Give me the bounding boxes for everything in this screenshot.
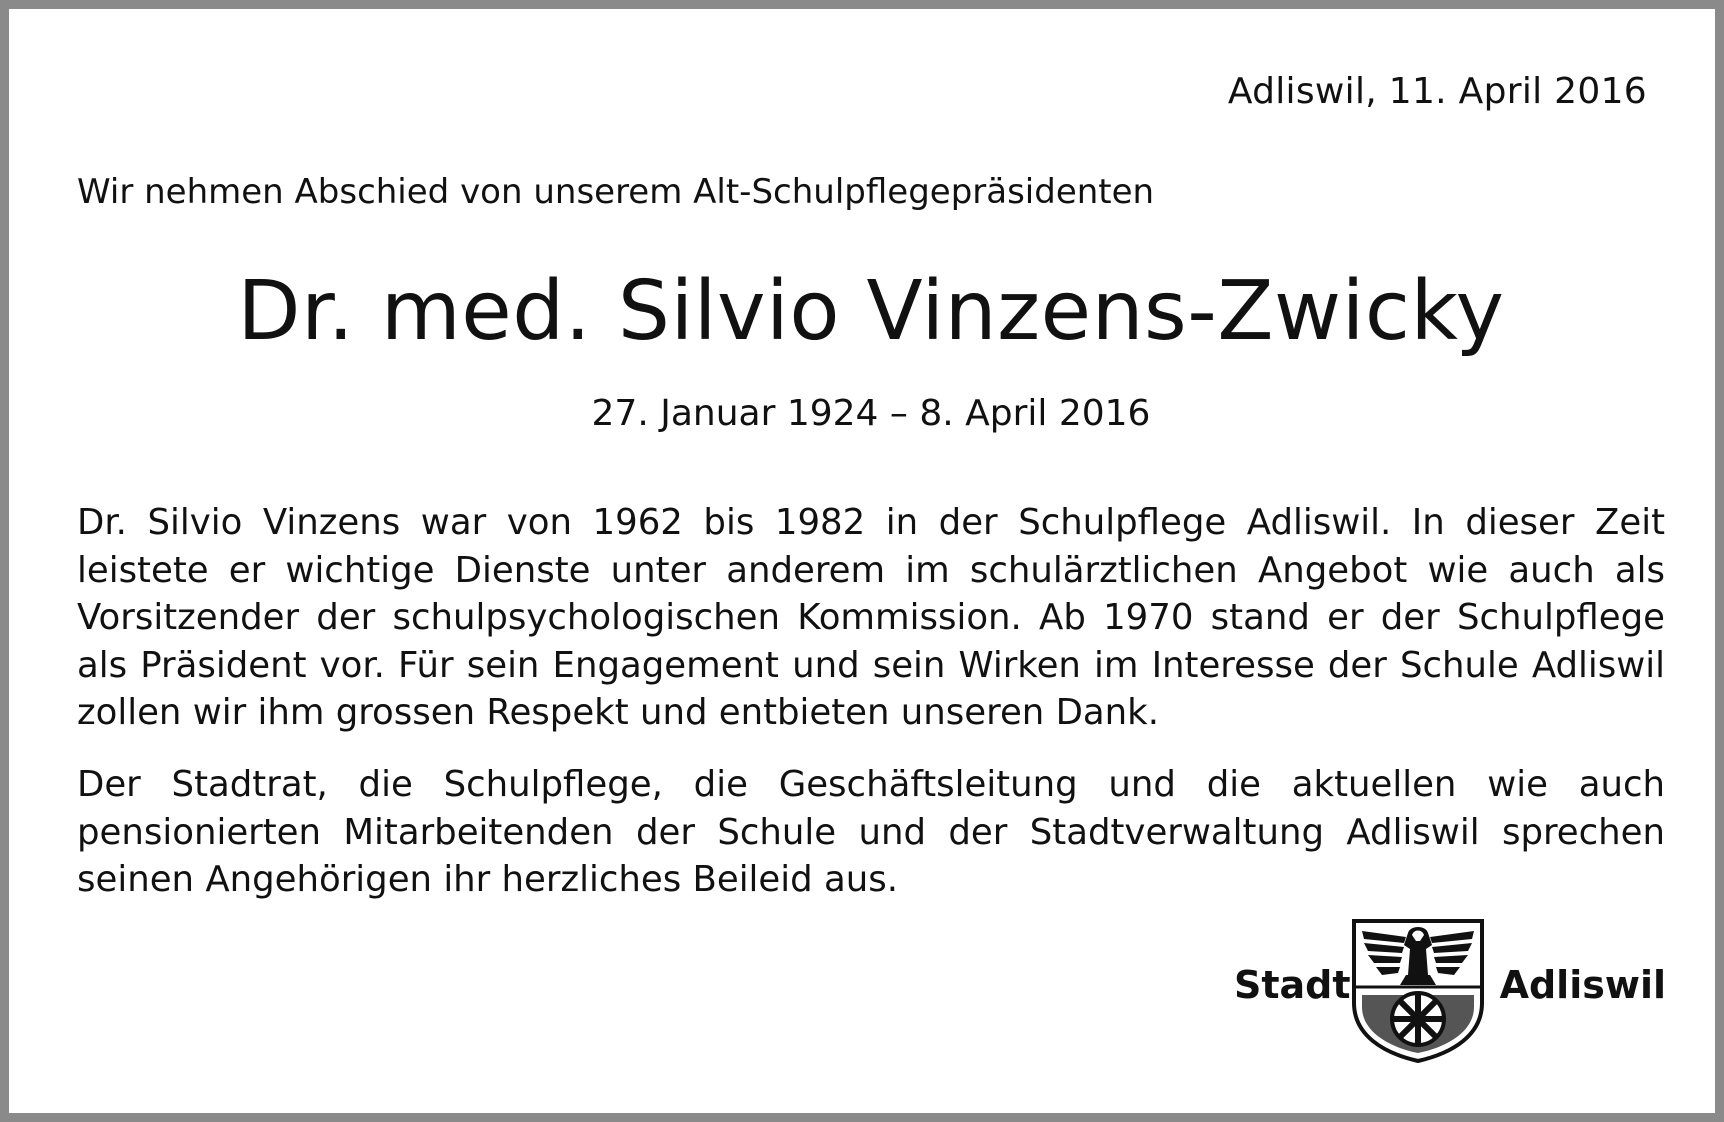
tribute-paragraph: Dr. Silvio Vinzens war von 1962 bis 1982 in der Schulpflege Adliswil. In dieser Zeit leistete er wichtige Dienste unter anderem im schulärztlichen Angebot wie auch als Vorsitzender der schulpsychologischen Kommission. Ab 1970 stand er der Schulpflege als Präsident vor. Für sein Engagement und sein Wirken im Interesse der Schule Adliswil zollen wir ihm grossen Respekt und entbieten unseren Dank. xyxy=(77,502,1665,733)
coat-of-arms-icon xyxy=(1348,915,1488,1065)
intro-text: Wir nehmen Abschied von unserem Alt-Schulpflegepräsidenten xyxy=(77,172,1155,212)
city-logo xyxy=(1234,915,1666,1065)
logo-word-adliswil: Adliswil xyxy=(1499,963,1666,1007)
deceased-name: Dr. med. Silvio Vinzens-Zwicky xyxy=(237,264,1505,359)
date-line: Adliswil, 11. April 2016 xyxy=(1227,71,1647,112)
logo-word-stadt: Stadt xyxy=(1234,963,1351,1007)
lifespan-dates: 27. Januar 1924 – 8. April 2016 xyxy=(591,393,1151,434)
condolence-paragraph: Der Stadtrat, die Schulpflege, die Geschäftsleitung und die aktuellen wie auch pensionierten Mitarbeitenden der Schule und der Stadtverwaltung Adliswil sprechen seinen Angehörigen ihr herzliches Beileid aus. xyxy=(77,764,1665,900)
